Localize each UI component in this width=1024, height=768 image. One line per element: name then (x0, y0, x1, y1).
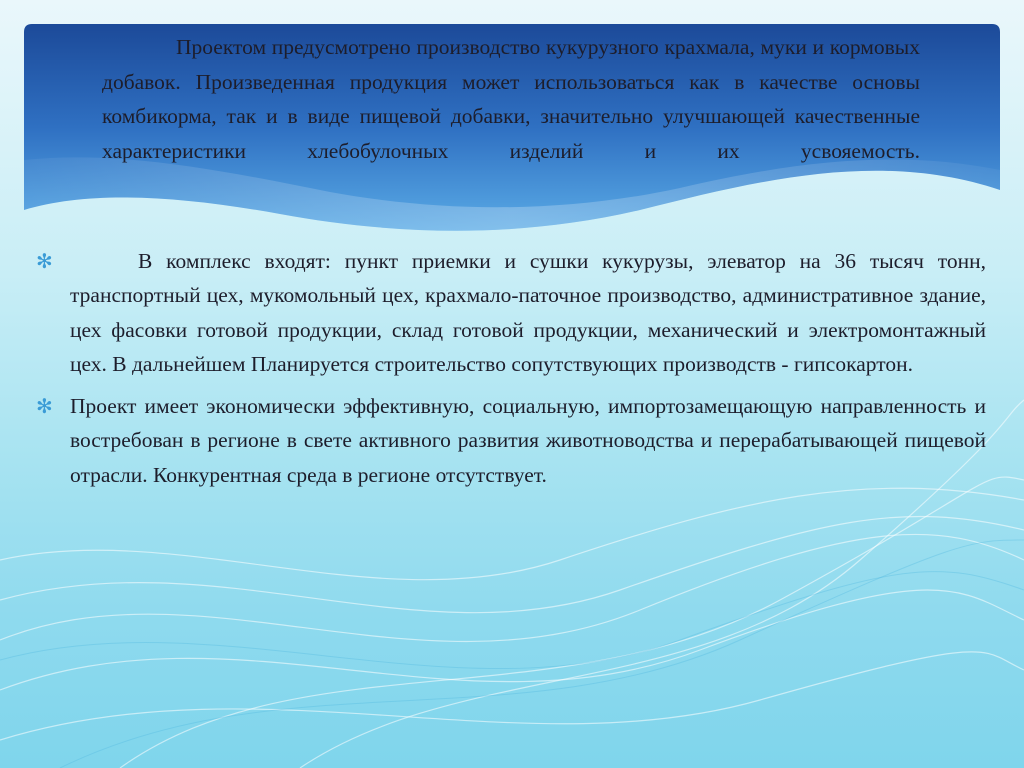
asterisk-bullet-icon: ✻ (36, 394, 53, 419)
bullet-text: Проект имеет экономически эффективную, социальную, импортозамещающую направленность и востребован в регионе в свете активного развития животноводства и перерабатывающей пищевой отрасли. Конкурентная среда в регионе отсутствует. (70, 394, 986, 487)
background-lines-blue (0, 540, 1024, 768)
asterisk-bullet-icon: ✻ (36, 249, 53, 273)
list-item (36, 244, 986, 381)
intro-paragraph (102, 30, 920, 168)
bullet-list (36, 244, 986, 500)
list-item (36, 389, 986, 492)
bullet-text: В комплекс входят: пункт приемки и сушки кукурузы, элеватор на 36 тысяч тонн, транспортный цех, мукомольный цех, крахмало-паточное производство, административное здание, цех фасовки готовой продукции, склад готовой продукции, механический и электромонтажный цех. В дальнейшем Планируется строительство сопутствующих производств - гипсокартон. (70, 249, 986, 376)
intro-text: Проектом предусмотрено производство кукурузного крахмала, муки и кормовых добавок. Произведенная продукция может использоваться как в качестве основы комбикорма, так и в виде пищевой добавки, значительно улучшающей качественные характеристики хлебобулочных изделий и их усвояемость. (102, 35, 920, 163)
